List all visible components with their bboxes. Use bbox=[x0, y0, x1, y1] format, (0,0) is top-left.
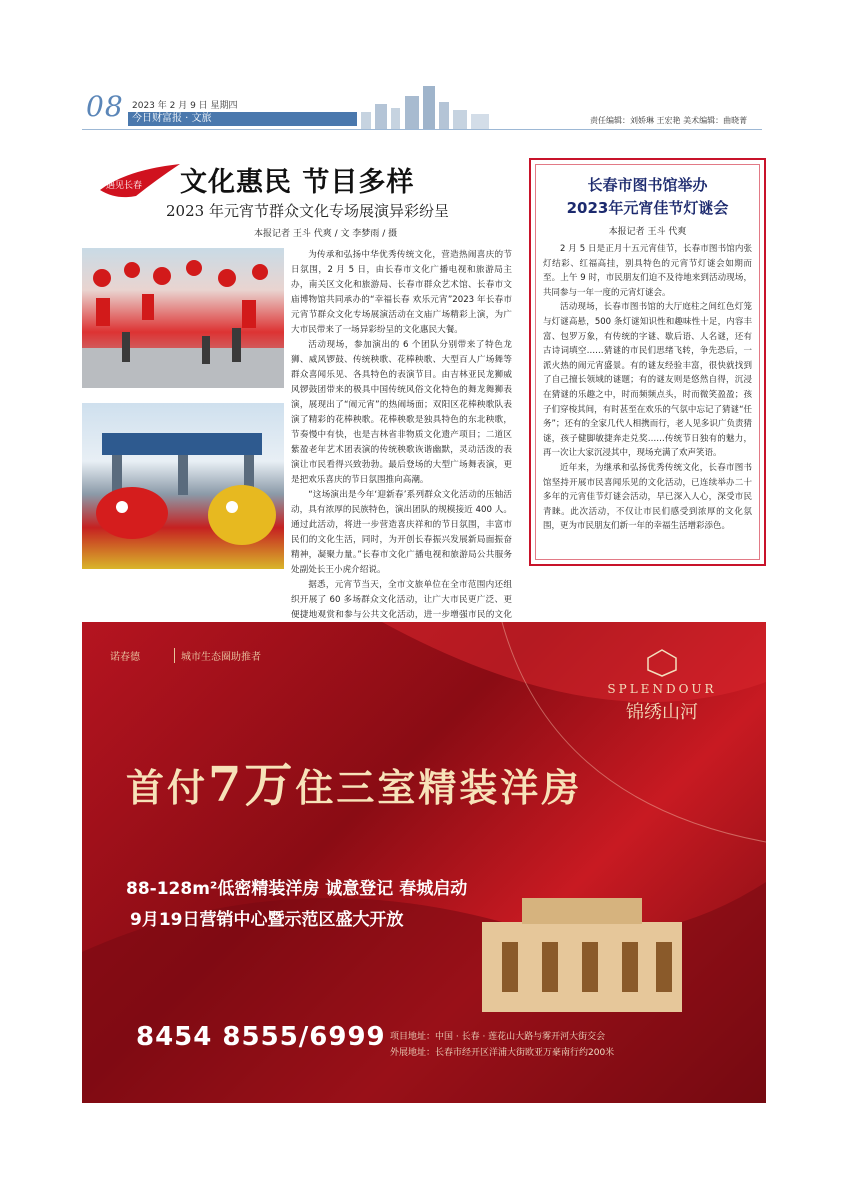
section-label: 今日财富报 · 文旅 bbox=[128, 112, 357, 126]
badge-text: 遇见长春 bbox=[106, 181, 143, 191]
headline-part2: 住三室精装洋房 bbox=[295, 765, 583, 810]
brand-chinese: 锦绣山河 bbox=[626, 702, 698, 723]
headline-part1: 首付 bbox=[126, 765, 209, 810]
page-number: 08 bbox=[86, 90, 124, 123]
sidebar-paragraph: 近年来，为继承和弘扬优秀传统文化，长春市图书馆坚持开展市民喜闻乐见的文化活动，已连续举办二十多年的元宵佳节灯谜会活动，早已深入人心，深受市民青睐。此次活动，不仅让市民们感受到浓厚的文化氛围，更为市民朋友们新一年的幸福生活增彩添色。 bbox=[543, 462, 752, 532]
developer-logo: 诺春德 bbox=[110, 652, 140, 663]
ad-opening-line: 9月19日营销中心暨示范区盛大开放 bbox=[130, 910, 404, 930]
showroom-address: 外展地址：长春市经开区洋浦大街欧亚万豪南行约200米 bbox=[390, 1048, 615, 1058]
issue-date: 2023 年 2 月 9 日 星期四 bbox=[132, 101, 238, 111]
brand-english: SPLENDOUR bbox=[607, 682, 717, 696]
article-subtitle: 2023 年元宵节群众文化专场展演异彩纷呈 bbox=[166, 202, 449, 220]
developer-tagline: 城市生态圈助推者 bbox=[174, 648, 261, 663]
article-byline: 本报记者 王斗 代爽 / 文 李梦雨 / 摄 bbox=[254, 229, 398, 239]
project-brand bbox=[587, 648, 737, 724]
photo-lion-dance bbox=[82, 403, 284, 569]
ad-feature-line: 88-128m²低密精装洋房 诚意登记 春城启动 bbox=[126, 879, 468, 899]
sidebar-article bbox=[529, 158, 766, 566]
editor-credits: 责任编辑：刘娇琳 王宏艳 美术编辑：曲晓菁 bbox=[590, 116, 748, 125]
brand-emblem-icon bbox=[644, 648, 680, 678]
headline-amount: 7万 bbox=[208, 757, 296, 813]
ad-headline bbox=[126, 746, 582, 815]
sidebar-body bbox=[543, 242, 752, 534]
sidebar-paragraph: 2 月 5 日是正月十五元宵佳节，长春市图书馆内张灯结彩、红福高挂，别具特色的元宵节灯谜会如期而至。上午 9 时，市民朋友们迫不及待地来到活动现场，共同参与一年一度的元宵灯谜会。 bbox=[543, 244, 752, 298]
building-illustration bbox=[442, 892, 722, 1012]
article-title: 文化惠民 节目多样 bbox=[180, 167, 415, 198]
real-estate-ad bbox=[82, 622, 766, 1103]
article-paragraph: 活动现场，参加演出的 6 个团队分别带来了特色龙狮、威风锣鼓、传统秧歌、花棒秧歌、大型百人广场舞等群众喜闻乐见、各具特色的表演节目。由吉林亚民龙狮威风锣鼓团带来的极具中国传统风俗文化特色的舞龙舞狮表演，展现出了“闹元宵”的热闹场面；双阳区花棒秧歌队表演了精彩的花棒秧歌。花棒秧歌是独具特色的东北秧歌，节奏慢中有快，也是吉林省非物质文化遗产项目；二道区紫盈老年艺术团表演的传统秧歌诙谐幽默，灵动活泼的表演让市民看得兴致勃勃。最后登场的大型广场舞表演，更是把欢乐喜庆的节日氛围推向高潮。 bbox=[291, 340, 512, 485]
sidebar-title bbox=[531, 174, 764, 220]
sidebar-title-line1: 长春市图书馆举办 bbox=[587, 176, 708, 194]
skyline-graphic bbox=[355, 84, 495, 130]
column-badge bbox=[96, 160, 184, 202]
article-paragraph: 为传承和弘扬中华优秀传统文化，营造热闹喜庆的节日氛围，2 月 5 日，由长春市文化广播电视和旅游局主办，南关区文化和旅游局、长春市群众艺术馆、长春市文庙博物馆共同承办的“幸福长春 欢乐元宵”2023 年长春市元宵节群众文化专场展演活动在文庙广场精彩上演，为广大市民带来了一场异彩纷呈的文化惠民大餐。 bbox=[291, 250, 512, 335]
header-rule bbox=[82, 129, 762, 130]
project-address: 项目地址：中国 · 长春 · 莲花山大路与雾开河大街交会 bbox=[390, 1032, 606, 1042]
sidebar-title-line2: 2023年元宵佳节灯谜会 bbox=[566, 199, 729, 217]
photo-lanterns bbox=[82, 248, 284, 388]
hotline-number: 8454 8555/6999 bbox=[136, 1022, 386, 1052]
article-paragraph: “这场演出是今年‘迎新春’系列群众文化活动的压轴活动，具有浓厚的民族特色，演出团队的规模接近 400 人。通过此活动，将进一步营造喜庆祥和的节日氛围，丰富市民们的文化生活，同时，为开创长春振兴发展新局面振奋精神，凝聚力量。”长春市文化广播电视和旅游局公共服务处副处长王小虎介绍说。 bbox=[291, 490, 512, 575]
article-paragraph: 据悉，元宵节当天，全市文旅单位在全市范围内还组织开展了 60 多场群众文化活动，让广大市民更广泛、更便捷地观赏和参与公共文化活动，进一步增强市民的文化 bbox=[291, 580, 512, 620]
ad-addresses bbox=[390, 1029, 614, 1061]
article-body bbox=[291, 248, 512, 638]
sidebar-paragraph: 活动现场，长春市图书馆的大厅庭柱之间红色灯笼与灯谜高悬，500 条灯谜知识性和趣味性十足，内容丰富、包罗万象，有传统的字谜、歇后语、人名谜，还有古诗词填空……猜谜的市民们思绪飞转，争先恐后，一派火热的闹元宵盛景。有的谜友经验丰富，很快就找到了自己擅长领域的谜题；有的谜友则是悠然自得，沉浸在猜谜的乐趣之中，时而频频点头，时而微笑盈盈；孩子们穿梭其间，有时甚至在欢乐的气氛中忘记了猜谜“任务”；还有的全家几代人相携而行，老人见多识广负责猜谜，孩子健脚敏捷奔走兑奖……传统节日独有的魅力，再一次让大家沉浸其中，现场充满了欢声笑语。 bbox=[543, 302, 752, 459]
sidebar-byline: 本报记者 王斗 代爽 bbox=[608, 227, 687, 237]
